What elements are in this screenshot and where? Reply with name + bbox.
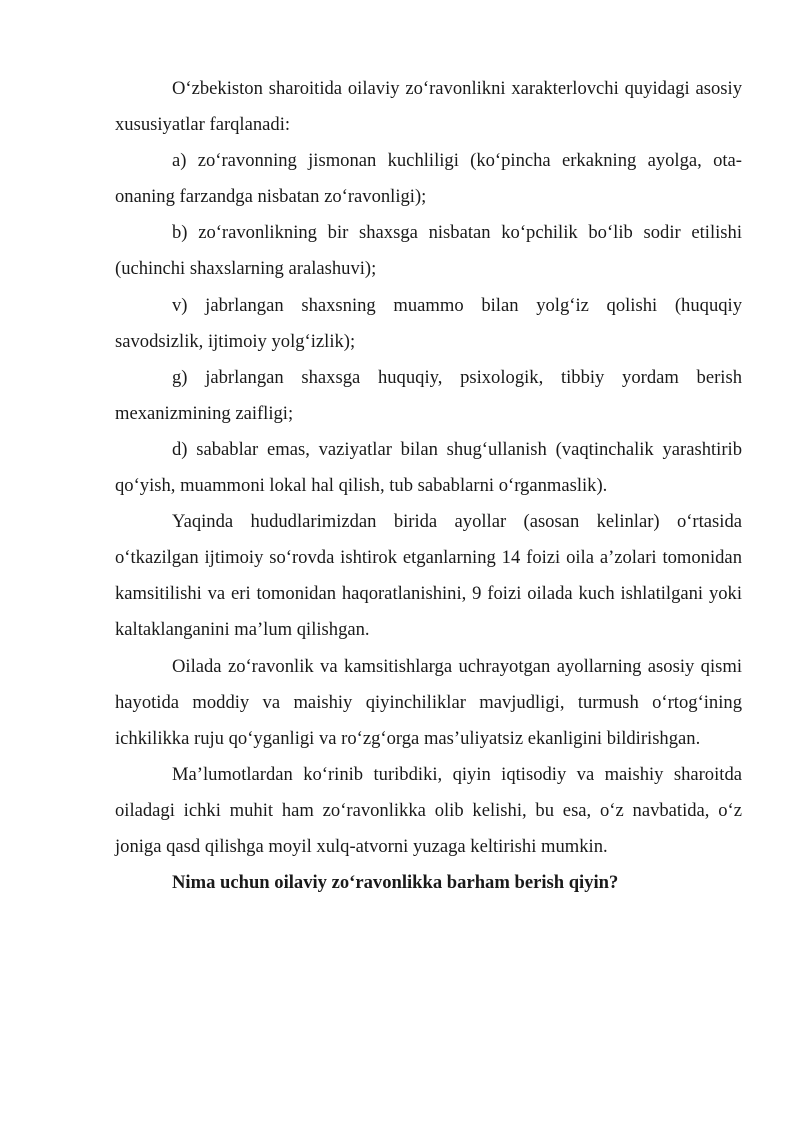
paragraph-hardships: Oilada zo‘ravonlik va kamsitishlarga uchrayotgan ayollarning asosiy qismi hayotida moddiy va maishiy qiyinchiliklar mavjudligi, turmush o‘rtog‘ining ichkilikka ruju qo‘yganligi va ro‘zg‘orga mas’uliyatsiz ekanligini bildirishgan. <box>115 655 742 749</box>
list-item-v: v) jabrlangan shaxsning muammo bilan yolg‘iz qolishi (huquqiy savodsizlik, ijtimoiy yolg‘izlik); <box>115 294 742 352</box>
paragraph-intro: O‘zbekiston sharoitida oilaviy zo‘ravonlikni xarakterlovchi quyidagi asosiy xususiyatlar farqlanadi: <box>115 78 742 136</box>
section-heading: Nima uchun oilaviy zo‘ravonlikka barham berish qiyin? <box>172 872 619 894</box>
document-body <box>115 71 742 901</box>
paragraph-survey: Yaqinda hududlarimizdan birida ayollar (asosan kelinlar) o‘rtasida o‘tkazilgan ijtimoiy so‘rovda ishtirok etganlarning 14 foizi oila a’zolari tomonidan kamsitilishi va eri tomonidan haqoratlanishini, 9 foizi oilada kuch ishlatilgani yoki kaltaklanganini ma’lum qilishgan. <box>115 511 742 641</box>
paragraph-conclusion: Ma’lumotlardan ko‘rinib turibdiki, qiyin iqtisodiy va maishiy sharoitda oiladagi ichki muhit ham zo‘ravonlikka olib kelishi, bu esa, o‘z navbatida, o‘z joniga qasd qilishga moyil xulq-atvorni yuzaga keltirishi mumkin. <box>115 763 742 857</box>
list-item-b: b) zo‘ravonlikning bir shaxsga nisbatan ko‘pchilik bo‘lib sodir etilishi (uchinchi shaxslarning aralashuvi); <box>115 222 742 280</box>
list-item-g: g) jabrlangan shaxsga huquqiy, psixologik, tibbiy yordam berish mexanizmining zaifligi; <box>115 366 742 424</box>
list-item-d: d) sabablar emas, vaziyatlar bilan shug‘ullanish (vaqtinchalik yarashtirib qo‘yish, muammoni lokal hal qilish, tub sabablarni o‘rganmaslik). <box>115 438 742 497</box>
list-item-a: a) zo‘ravonning jismonan kuchliligi (ko‘pincha erkakning ayolga, ota-onaning farzandga nisbatan zo‘ravonligi); <box>115 150 742 208</box>
